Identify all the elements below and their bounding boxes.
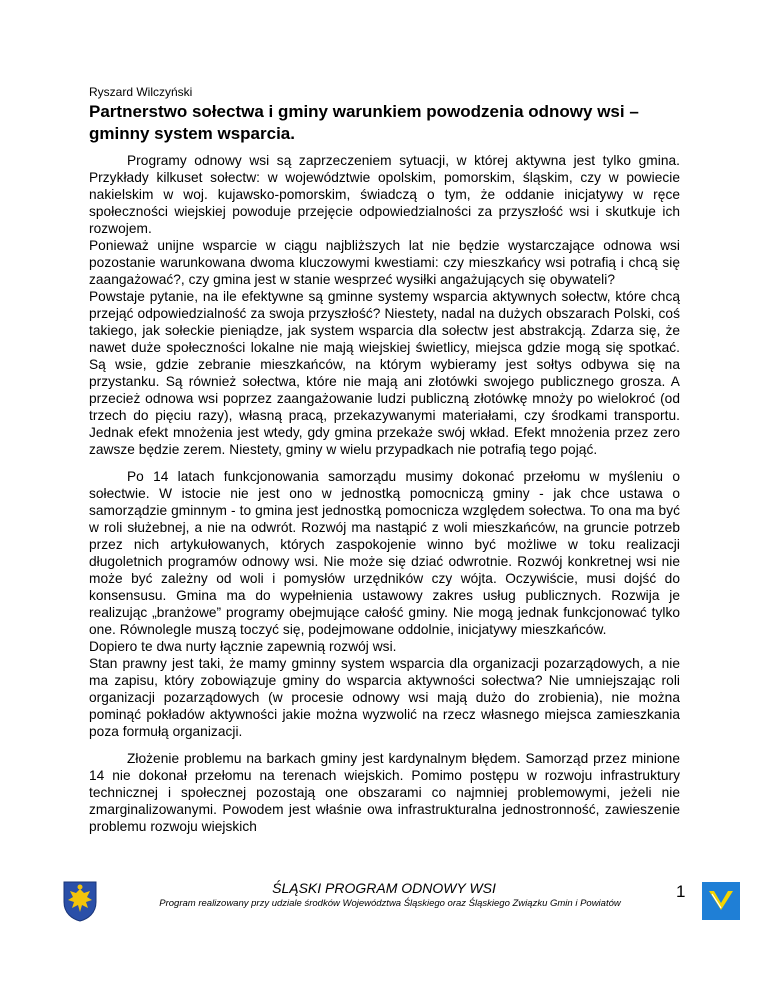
paragraph-1-text: Programy odnowy wsi są zaprzeczeniem sytuacji, w której aktywna jest tylko gmina. Przykłady kilkuset sołectw: w województwie opolskim, pomorskim, śląskim, czy w powiecie nakielskim w woj. kujawsko-pomorskim, świadczą o tym, że oddanie inicjatywy w ręce społeczności wiejskiej powoduje przejęcie odpowiedzialności za przyszłość wsi i skutkuje ich rozwojem. [89, 153, 680, 236]
paragraph-2b [89, 638, 680, 655]
paragraph-2c [89, 655, 680, 740]
footer-funding-note: Program realizowany przy udziale środków Województwa Śląskiego oraz Śląskiego Związku Gmin i Powiatów [159, 898, 621, 909]
footer-program-title: ŚLĄSKI PROGRAM ODNOWY WSI [272, 880, 496, 896]
paragraph-2 [89, 468, 680, 638]
paragraph-1c-text: Powstaje pytanie, na ile efektywne są gminne systemy wsparcia aktywnych sołectw, które chcą przejąć odpowiedzialność za swoja przyszłość? Niestety, nadal na dużych obszarach Polski, coś takiego, jak sołeckie pieniądze, jak system wsparcia dla sołectw jest abstrakcją. Zdarza się, że nawet duże społeczności lokalne nie mają wiejskiej świetlicy, miejsca gdzie mogą się spotkać. Są wsie, gdzie zebranie mieszkańców, na którym wybieramy jest sołtys odbywa się na przystanku. Są również sołectwa, które nie mają ani złotówki swojego publicznego grosza. A przecież odnowa wsi poprzez zaangażowanie ludzi publiczną złotówkę mnoży po wielokroć (od trzech do pięciu razy), własną pracą, przekazywanymi materiałami, czy środkami transportu. Jednak efekt mnożenia jest wtedy, gdy gmina przekaże swój wkład. Efekt mnożenia przez zero zawsze będzie zerem. Niestety, gminy w wielu przypadkach nie potrafią tego pojąć. [89, 289, 680, 457]
paragraph-2b-text: Dopiero te dwa nurty łącznie zapewnią rozwój wsi. [89, 639, 397, 654]
document-title: Partnerstwo sołectwa i gminy warunkiem powodzenia odnowy wsi – gminny system wsparcia. [89, 102, 639, 143]
paragraph-3 [89, 750, 680, 835]
village-renewal-logo-icon [702, 882, 740, 920]
page-number: 1 [676, 882, 686, 901]
paragraph-2c-text: Stan prawny jest taki, że mamy gminny system wsparcia dla organizacji pozarządowych, a nie ma zapisu, który zobowiązuje gminy do wsparcia aktywności sołectwa? Nie umniejszając roli organizacji pozarządowych (w procesie odnowy wsi mają dużo do zrobienia), nie można pominąć pokładów aktywności jakie można wyzwolić na rzecz własnego miejsca zamieszkania poza formułą organizacji. [89, 656, 680, 739]
paragraph-1b-text: Ponieważ unijne wsparcie w ciągu najbliższych lat nie będzie wystarczające odnowa wsi pozostanie warunkowana dwoma kluczowymi kwestiami: czy mieszkańcy wsi potrafią i chcą się zaangażować?, czy gmina jest w stanie wesprzeć wysiłki angażujących się obywateli? [89, 238, 680, 287]
paragraph-1 [89, 152, 680, 237]
author-name: Ryszard Wilczyński [89, 85, 193, 99]
paragraph-2-text: Po 14 latach funkcjonowania samorządu musimy dokonać przełomu w myśleniu o sołectwie. W istocie nie jest ono w jednostką pomocniczą gminy - jak chce ustawa o samorządzie gminnym - to gmina jest jednostką pomocnicza względem sołectwa. To ona ma być w roli służebnej, a nie na odwrót. Rozwój ma nastąpić z woli mieszkańców, na gruncie potrzeb przez nich artykułowanych, których zaspokojenie winno być możliwe w toku realizacji długoletnich programów odnowy wsi. Nie może się dziać odwrotnie. Rozwój konkretnej wsi nie może być zależny od woli i pomysłów urzędników czy wójta. Oczywiście, musi dojść do konsensusu. Gmina ma do wypełnienia ustawowy zakres usług publicznych. Rozwija je realizując „branżowe” programy obejmujące całość gminy. Nie mogą jednak funkcjonować tylko one. Równolegle muszą toczyć się, podejmowane oddolnie, inicjatywy mieszkańców. [89, 469, 680, 637]
document-body [89, 152, 680, 845]
paragraph-3-text: Złożenie problemu na barkach gminy jest kardynalnym błędem. Samorząd przez minione 14 nie dokonał przełomu na terenach wiejskich. Pomimo postępu w rozwoju infrastruktury technicznej i społecznej pozostają one obszarami co najmniej problemowymi, jeżeli nie zmarginalizowanymi. Powodem jest właśnie owa infrastrukturalna jednostronność, zawieszenie problemu rozwoju wiejskich [89, 751, 680, 834]
paragraph-1b [89, 237, 680, 288]
paragraph-1c [89, 288, 680, 458]
